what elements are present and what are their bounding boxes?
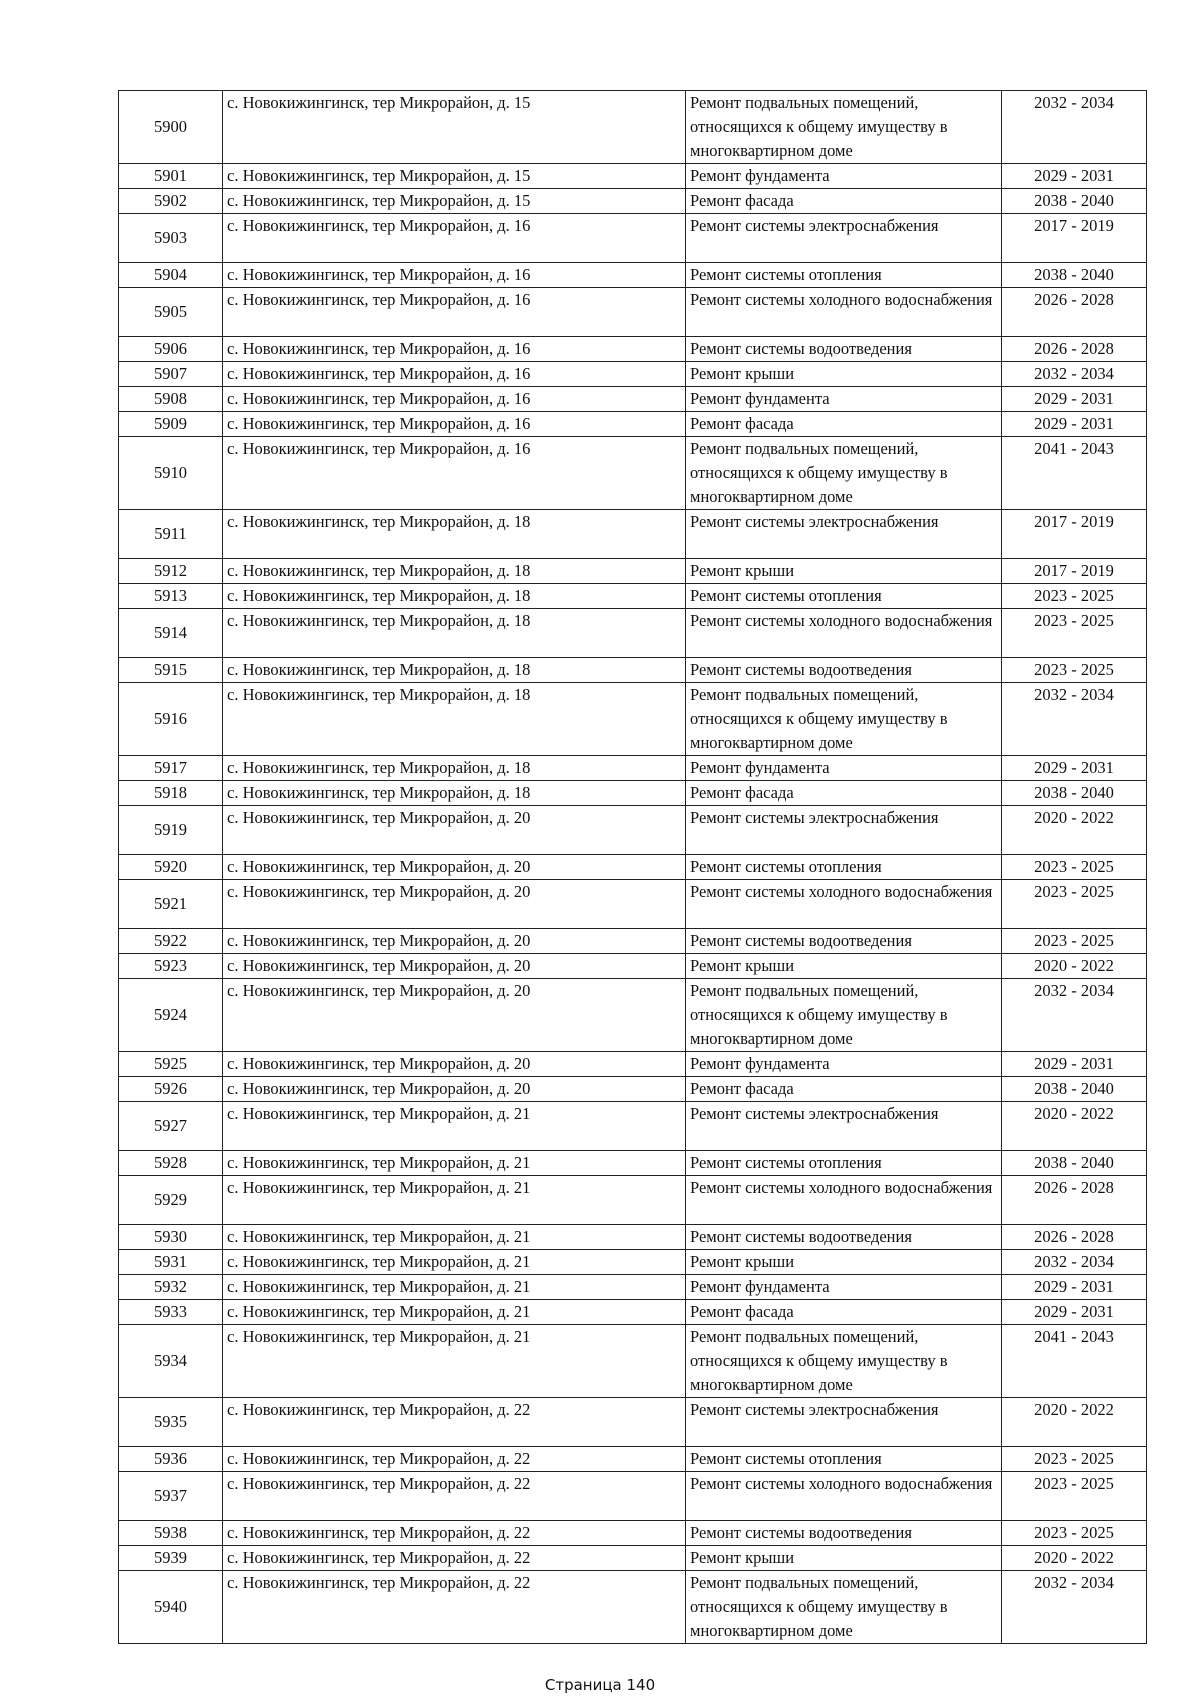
- address-cell: с. Новокижингинск, тер Микрорайон, д. 20: [223, 1077, 686, 1102]
- work-type-cell: Ремонт системы водоотведения: [686, 658, 1002, 683]
- row-number: 5925: [119, 1052, 223, 1077]
- table-row: [119, 855, 1147, 880]
- period-cell: 2032 - 2034: [1002, 362, 1147, 387]
- row-number: 5934: [119, 1325, 223, 1398]
- period-cell: 2026 - 2028: [1002, 1225, 1147, 1250]
- table-row: [119, 979, 1147, 1052]
- table-row: [119, 412, 1147, 437]
- work-type-cell: Ремонт фасада: [686, 189, 1002, 214]
- row-number: 5933: [119, 1300, 223, 1325]
- address-cell: с. Новокижингинск, тер Микрорайон, д. 18: [223, 756, 686, 781]
- address-cell: с. Новокижингинск, тер Микрорайон, д. 18: [223, 683, 686, 756]
- period-cell: 2023 - 2025: [1002, 1521, 1147, 1546]
- address-cell: с. Новокижингинск, тер Микрорайон, д. 18: [223, 584, 686, 609]
- period-cell: 2029 - 2031: [1002, 412, 1147, 437]
- work-type-cell: Ремонт подвальных помещений, относящихся к общему имуществу в многоквартирном доме: [686, 1571, 1002, 1644]
- period-cell: 2029 - 2031: [1002, 756, 1147, 781]
- address-cell: с. Новокижингинск, тер Микрорайон, д. 21: [223, 1151, 686, 1176]
- period-cell: 2023 - 2025: [1002, 880, 1147, 929]
- period-cell: 2023 - 2025: [1002, 1447, 1147, 1472]
- table-row: [119, 658, 1147, 683]
- work-type-cell: Ремонт фасада: [686, 412, 1002, 437]
- period-cell: 2023 - 2025: [1002, 658, 1147, 683]
- period-cell: 2023 - 2025: [1002, 929, 1147, 954]
- row-number: 5936: [119, 1447, 223, 1472]
- row-number: 5904: [119, 263, 223, 288]
- address-cell: с. Новокижингинск, тер Микрорайон, д. 18: [223, 510, 686, 559]
- period-cell: 2029 - 2031: [1002, 1300, 1147, 1325]
- work-type-cell: Ремонт системы электроснабжения: [686, 1398, 1002, 1447]
- period-cell: 2032 - 2034: [1002, 683, 1147, 756]
- work-type-cell: Ремонт системы отопления: [686, 1447, 1002, 1472]
- row-number: 5930: [119, 1225, 223, 1250]
- page-footer: Страница 140: [544, 1676, 656, 1694]
- table-row: [119, 214, 1147, 263]
- work-type-cell: Ремонт подвальных помещений, относящихся к общему имуществу в многоквартирном доме: [686, 683, 1002, 756]
- table-row: [119, 683, 1147, 756]
- address-cell: с. Новокижингинск, тер Микрорайон, д. 18: [223, 609, 686, 658]
- period-cell: 2029 - 2031: [1002, 387, 1147, 412]
- work-type-cell: Ремонт системы холодного водоснабжения: [686, 880, 1002, 929]
- address-cell: с. Новокижингинск, тер Микрорайон, д. 16: [223, 288, 686, 337]
- table-row: [119, 437, 1147, 510]
- address-cell: с. Новокижингинск, тер Микрорайон, д. 22: [223, 1521, 686, 1546]
- work-type-cell: Ремонт системы электроснабжения: [686, 806, 1002, 855]
- work-type-cell: Ремонт системы отопления: [686, 855, 1002, 880]
- row-number: 5926: [119, 1077, 223, 1102]
- work-type-cell: Ремонт системы водоотведения: [686, 1225, 1002, 1250]
- period-cell: 2023 - 2025: [1002, 1472, 1147, 1521]
- address-cell: с. Новокижингинск, тер Микрорайон, д. 20: [223, 954, 686, 979]
- address-cell: с. Новокижингинск, тер Микрорайон, д. 16: [223, 437, 686, 510]
- address-cell: с. Новокижингинск, тер Микрорайон, д. 16: [223, 263, 686, 288]
- address-cell: с. Новокижингинск, тер Микрорайон, д. 22: [223, 1447, 686, 1472]
- row-number: 5919: [119, 806, 223, 855]
- work-type-cell: Ремонт системы отопления: [686, 263, 1002, 288]
- period-cell: 2029 - 2031: [1002, 1275, 1147, 1300]
- address-cell: с. Новокижингинск, тер Микрорайон, д. 16: [223, 214, 686, 263]
- period-cell: 2023 - 2025: [1002, 855, 1147, 880]
- work-type-cell: Ремонт системы холодного водоснабжения: [686, 1176, 1002, 1225]
- work-type-cell: Ремонт системы холодного водоснабжения: [686, 1472, 1002, 1521]
- period-cell: 2017 - 2019: [1002, 510, 1147, 559]
- address-cell: с. Новокижингинск, тер Микрорайон, д. 22: [223, 1546, 686, 1571]
- row-number: 5940: [119, 1571, 223, 1644]
- row-number: 5938: [119, 1521, 223, 1546]
- table-row: [119, 929, 1147, 954]
- row-number: 5906: [119, 337, 223, 362]
- row-number: 5907: [119, 362, 223, 387]
- table-row: [119, 1571, 1147, 1644]
- period-cell: 2017 - 2019: [1002, 214, 1147, 263]
- table-row: [119, 1275, 1147, 1300]
- table-row: [119, 1546, 1147, 1571]
- address-cell: с. Новокижингинск, тер Микрорайон, д. 18: [223, 658, 686, 683]
- row-number: 5924: [119, 979, 223, 1052]
- work-type-cell: Ремонт фасада: [686, 1077, 1002, 1102]
- period-cell: 2032 - 2034: [1002, 1571, 1147, 1644]
- address-cell: с. Новокижингинск, тер Микрорайон, д. 18: [223, 781, 686, 806]
- period-cell: 2020 - 2022: [1002, 954, 1147, 979]
- work-type-cell: Ремонт фундамента: [686, 1275, 1002, 1300]
- row-number: 5929: [119, 1176, 223, 1225]
- period-cell: 2020 - 2022: [1002, 1398, 1147, 1447]
- period-cell: 2041 - 2043: [1002, 437, 1147, 510]
- table-row: [119, 781, 1147, 806]
- table-row: [119, 559, 1147, 584]
- address-cell: с. Новокижингинск, тер Микрорайон, д. 18: [223, 559, 686, 584]
- address-cell: с. Новокижингинск, тер Микрорайон, д. 20: [223, 929, 686, 954]
- address-cell: с. Новокижингинск, тер Микрорайон, д. 20: [223, 880, 686, 929]
- work-type-cell: Ремонт фундамента: [686, 164, 1002, 189]
- row-number: 5939: [119, 1546, 223, 1571]
- row-number: 5915: [119, 658, 223, 683]
- row-number: 5909: [119, 412, 223, 437]
- work-type-cell: Ремонт системы отопления: [686, 1151, 1002, 1176]
- address-cell: с. Новокижингинск, тер Микрорайон, д. 22: [223, 1571, 686, 1644]
- table-row: [119, 510, 1147, 559]
- table-row: [119, 584, 1147, 609]
- work-type-cell: Ремонт системы водоотведения: [686, 929, 1002, 954]
- table-row: [119, 806, 1147, 855]
- row-number: 5902: [119, 189, 223, 214]
- period-cell: 2026 - 2028: [1002, 288, 1147, 337]
- work-type-cell: Ремонт крыши: [686, 1546, 1002, 1571]
- table-row: [119, 1151, 1147, 1176]
- period-cell: 2026 - 2028: [1002, 337, 1147, 362]
- work-type-cell: Ремонт фасада: [686, 1300, 1002, 1325]
- table-row: [119, 1398, 1147, 1447]
- period-cell: 2020 - 2022: [1002, 1102, 1147, 1151]
- table-row: [119, 1472, 1147, 1521]
- period-cell: 2023 - 2025: [1002, 584, 1147, 609]
- address-cell: с. Новокижингинск, тер Микрорайон, д. 21: [223, 1325, 686, 1398]
- row-number: 5908: [119, 387, 223, 412]
- work-type-cell: Ремонт крыши: [686, 954, 1002, 979]
- period-cell: 2026 - 2028: [1002, 1176, 1147, 1225]
- address-cell: с. Новокижингинск, тер Микрорайон, д. 20: [223, 979, 686, 1052]
- table-row: [119, 1300, 1147, 1325]
- repair-schedule-table: [118, 90, 1147, 1644]
- table-row: [119, 1052, 1147, 1077]
- address-cell: с. Новокижингинск, тер Микрорайон, д. 21: [223, 1102, 686, 1151]
- address-cell: с. Новокижингинск, тер Микрорайон, д. 21: [223, 1176, 686, 1225]
- table-row: [119, 1176, 1147, 1225]
- work-type-cell: Ремонт системы водоотведения: [686, 337, 1002, 362]
- table-row: [119, 164, 1147, 189]
- work-type-cell: Ремонт подвальных помещений, относящихся к общему имуществу в многоквартирном доме: [686, 979, 1002, 1052]
- row-number: 5928: [119, 1151, 223, 1176]
- row-number: 5937: [119, 1472, 223, 1521]
- work-type-cell: Ремонт системы холодного водоснабжения: [686, 288, 1002, 337]
- row-number: 5932: [119, 1275, 223, 1300]
- address-cell: с. Новокижингинск, тер Микрорайон, д. 20: [223, 1052, 686, 1077]
- row-number: 5901: [119, 164, 223, 189]
- address-cell: с. Новокижингинск, тер Микрорайон, д. 21: [223, 1225, 686, 1250]
- table-row: [119, 387, 1147, 412]
- row-number: 5920: [119, 855, 223, 880]
- table-row: [119, 1225, 1147, 1250]
- table-row: [119, 1325, 1147, 1398]
- row-number: 5931: [119, 1250, 223, 1275]
- period-cell: 2038 - 2040: [1002, 1077, 1147, 1102]
- address-cell: с. Новокижингинск, тер Микрорайон, д. 21: [223, 1250, 686, 1275]
- address-cell: с. Новокижингинск, тер Микрорайон, д. 21: [223, 1275, 686, 1300]
- work-type-cell: Ремонт подвальных помещений, относящихся к общему имуществу в многоквартирном доме: [686, 91, 1002, 164]
- period-cell: 2038 - 2040: [1002, 189, 1147, 214]
- work-type-cell: Ремонт системы водоотведения: [686, 1521, 1002, 1546]
- table-row: [119, 1447, 1147, 1472]
- period-cell: 2032 - 2034: [1002, 979, 1147, 1052]
- table-row: [119, 189, 1147, 214]
- row-number: 5903: [119, 214, 223, 263]
- table-row: [119, 1521, 1147, 1546]
- work-type-cell: Ремонт системы холодного водоснабжения: [686, 609, 1002, 658]
- table-row: [119, 1077, 1147, 1102]
- address-cell: с. Новокижингинск, тер Микрорайон, д. 16: [223, 412, 686, 437]
- period-cell: 2017 - 2019: [1002, 559, 1147, 584]
- table-row: [119, 263, 1147, 288]
- row-number: 5922: [119, 929, 223, 954]
- row-number: 5914: [119, 609, 223, 658]
- table-body: [119, 91, 1147, 1644]
- table-row: [119, 91, 1147, 164]
- address-cell: с. Новокижингинск, тер Микрорайон, д. 15: [223, 189, 686, 214]
- address-cell: с. Новокижингинск, тер Микрорайон, д. 20: [223, 855, 686, 880]
- row-number: 5916: [119, 683, 223, 756]
- period-cell: 2038 - 2040: [1002, 1151, 1147, 1176]
- row-number: 5918: [119, 781, 223, 806]
- row-number: 5917: [119, 756, 223, 781]
- address-cell: с. Новокижингинск, тер Микрорайон, д. 22: [223, 1472, 686, 1521]
- work-type-cell: Ремонт подвальных помещений, относящихся к общему имуществу в многоквартирном доме: [686, 1325, 1002, 1398]
- period-cell: 2041 - 2043: [1002, 1325, 1147, 1398]
- row-number: 5900: [119, 91, 223, 164]
- row-number: 5923: [119, 954, 223, 979]
- row-number: 5921: [119, 880, 223, 929]
- row-number: 5912: [119, 559, 223, 584]
- row-number: 5927: [119, 1102, 223, 1151]
- table-row: [119, 1102, 1147, 1151]
- address-cell: с. Новокижингинск, тер Микрорайон, д. 16: [223, 337, 686, 362]
- work-type-cell: Ремонт фундамента: [686, 1052, 1002, 1077]
- work-type-cell: Ремонт подвальных помещений, относящихся к общему имуществу в многоквартирном доме: [686, 437, 1002, 510]
- table-row: [119, 1250, 1147, 1275]
- period-cell: 2020 - 2022: [1002, 1546, 1147, 1571]
- work-type-cell: Ремонт фундамента: [686, 387, 1002, 412]
- address-cell: с. Новокижингинск, тер Микрорайон, д. 22: [223, 1398, 686, 1447]
- period-cell: 2038 - 2040: [1002, 263, 1147, 288]
- work-type-cell: Ремонт фундамента: [686, 756, 1002, 781]
- period-cell: 2032 - 2034: [1002, 1250, 1147, 1275]
- period-cell: 2038 - 2040: [1002, 781, 1147, 806]
- row-number: 5905: [119, 288, 223, 337]
- work-type-cell: Ремонт системы электроснабжения: [686, 510, 1002, 559]
- period-cell: 2029 - 2031: [1002, 1052, 1147, 1077]
- work-type-cell: Ремонт системы электроснабжения: [686, 214, 1002, 263]
- table-row: [119, 954, 1147, 979]
- table-row: [119, 337, 1147, 362]
- table-row: [119, 362, 1147, 387]
- row-number: 5935: [119, 1398, 223, 1447]
- row-number: 5910: [119, 437, 223, 510]
- period-cell: 2020 - 2022: [1002, 806, 1147, 855]
- address-cell: с. Новокижингинск, тер Микрорайон, д. 21: [223, 1300, 686, 1325]
- work-type-cell: Ремонт крыши: [686, 1250, 1002, 1275]
- table-row: [119, 756, 1147, 781]
- work-type-cell: Ремонт крыши: [686, 362, 1002, 387]
- period-cell: 2023 - 2025: [1002, 609, 1147, 658]
- period-cell: 2029 - 2031: [1002, 164, 1147, 189]
- period-cell: 2032 - 2034: [1002, 91, 1147, 164]
- row-number: 5913: [119, 584, 223, 609]
- work-type-cell: Ремонт фасада: [686, 781, 1002, 806]
- work-type-cell: Ремонт системы электроснабжения: [686, 1102, 1002, 1151]
- address-cell: с. Новокижингинск, тер Микрорайон, д. 15: [223, 164, 686, 189]
- address-cell: с. Новокижингинск, тер Микрорайон, д. 16: [223, 387, 686, 412]
- address-cell: с. Новокижингинск, тер Микрорайон, д. 16: [223, 362, 686, 387]
- row-number: 5911: [119, 510, 223, 559]
- table-row: [119, 609, 1147, 658]
- table-row: [119, 288, 1147, 337]
- address-cell: с. Новокижингинск, тер Микрорайон, д. 15: [223, 91, 686, 164]
- table-row: [119, 880, 1147, 929]
- work-type-cell: Ремонт системы отопления: [686, 584, 1002, 609]
- work-type-cell: Ремонт крыши: [686, 559, 1002, 584]
- address-cell: с. Новокижингинск, тер Микрорайон, д. 20: [223, 806, 686, 855]
